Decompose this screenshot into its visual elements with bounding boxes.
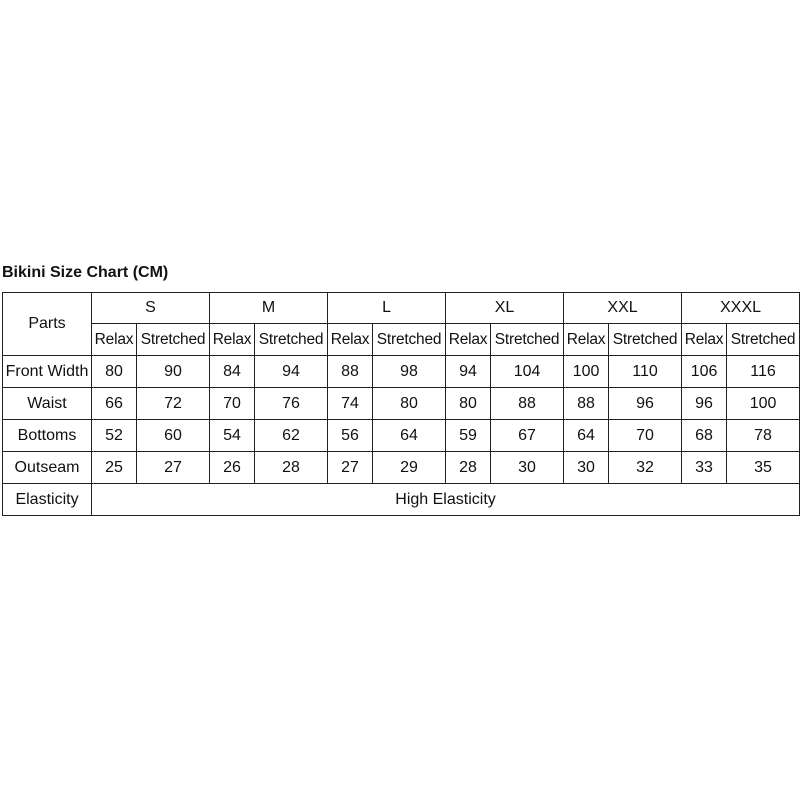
table-cell: 90 — [137, 356, 210, 388]
table-cell: 88 — [564, 388, 609, 420]
table-cell: 80 — [373, 388, 446, 420]
table-cell: 96 — [609, 388, 682, 420]
relax-header: Relax — [446, 324, 491, 356]
stretched-header: Stretched — [255, 324, 328, 356]
table-cell: 26 — [210, 452, 255, 484]
table-cell: 35 — [727, 452, 800, 484]
row-label: Front Width — [3, 356, 92, 388]
table-cell: 62 — [255, 420, 328, 452]
table-cell: 67 — [491, 420, 564, 452]
table-cell: 84 — [210, 356, 255, 388]
table-cell: 66 — [92, 388, 137, 420]
size-header-m: M — [210, 293, 328, 324]
relax-header: Relax — [92, 324, 137, 356]
table-cell: 76 — [255, 388, 328, 420]
table-cell: 96 — [682, 388, 727, 420]
sub-header-row — [3, 324, 800, 356]
chart-title: Bikini Size Chart (CM) — [2, 264, 169, 281]
table-cell: 94 — [446, 356, 491, 388]
table-cell: 30 — [564, 452, 609, 484]
table-cell: 28 — [446, 452, 491, 484]
table-cell: 104 — [491, 356, 564, 388]
elasticity-value: High Elasticity — [92, 484, 800, 516]
size-header-xxxl: XXXL — [682, 293, 800, 324]
table-cell: 32 — [609, 452, 682, 484]
table-cell: 60 — [137, 420, 210, 452]
table-cell: 116 — [727, 356, 800, 388]
table-cell: 74 — [328, 388, 373, 420]
table-row-bottoms — [3, 420, 800, 452]
stretched-header: Stretched — [727, 324, 800, 356]
table-cell: 88 — [491, 388, 564, 420]
table-cell: 28 — [255, 452, 328, 484]
table-cell: 70 — [210, 388, 255, 420]
parts-header: Parts — [3, 293, 92, 356]
table-cell: 52 — [92, 420, 137, 452]
table-cell: 100 — [727, 388, 800, 420]
table-cell: 59 — [446, 420, 491, 452]
stretched-header: Stretched — [491, 324, 564, 356]
size-header-row — [3, 293, 800, 324]
table-cell: 25 — [92, 452, 137, 484]
stretched-header: Stretched — [137, 324, 210, 356]
table-cell: 64 — [373, 420, 446, 452]
table-cell: 98 — [373, 356, 446, 388]
size-header-xxl: XXL — [564, 293, 682, 324]
table-cell: 106 — [682, 356, 727, 388]
table-cell: 110 — [609, 356, 682, 388]
table-cell: 78 — [727, 420, 800, 452]
table-cell: 27 — [328, 452, 373, 484]
size-chart-table — [2, 292, 800, 516]
row-label: Outseam — [3, 452, 92, 484]
table-cell: 30 — [491, 452, 564, 484]
relax-header: Relax — [210, 324, 255, 356]
table-cell: 64 — [564, 420, 609, 452]
table-row-front-width — [3, 356, 800, 388]
table-cell: 70 — [609, 420, 682, 452]
stretched-header: Stretched — [609, 324, 682, 356]
table-cell: 80 — [92, 356, 137, 388]
size-header-l: L — [328, 293, 446, 324]
relax-header: Relax — [682, 324, 727, 356]
table-cell: 68 — [682, 420, 727, 452]
table-cell: 29 — [373, 452, 446, 484]
row-label: Bottoms — [3, 420, 92, 452]
relax-header: Relax — [328, 324, 373, 356]
table-cell: 33 — [682, 452, 727, 484]
table-cell: 56 — [328, 420, 373, 452]
table-row-waist — [3, 388, 800, 420]
row-label: Waist — [3, 388, 92, 420]
table-cell: 72 — [137, 388, 210, 420]
stretched-header: Stretched — [373, 324, 446, 356]
table-cell: 80 — [446, 388, 491, 420]
table-cell: 94 — [255, 356, 328, 388]
table-row-outseam — [3, 452, 800, 484]
table-cell: 27 — [137, 452, 210, 484]
relax-header: Relax — [564, 324, 609, 356]
size-header-xl: XL — [446, 293, 564, 324]
table-cell: 100 — [564, 356, 609, 388]
size-header-s: S — [92, 293, 210, 324]
table-cell: 88 — [328, 356, 373, 388]
row-label: Elasticity — [3, 484, 92, 516]
table-cell: 54 — [210, 420, 255, 452]
table-row-elasticity — [3, 484, 800, 516]
